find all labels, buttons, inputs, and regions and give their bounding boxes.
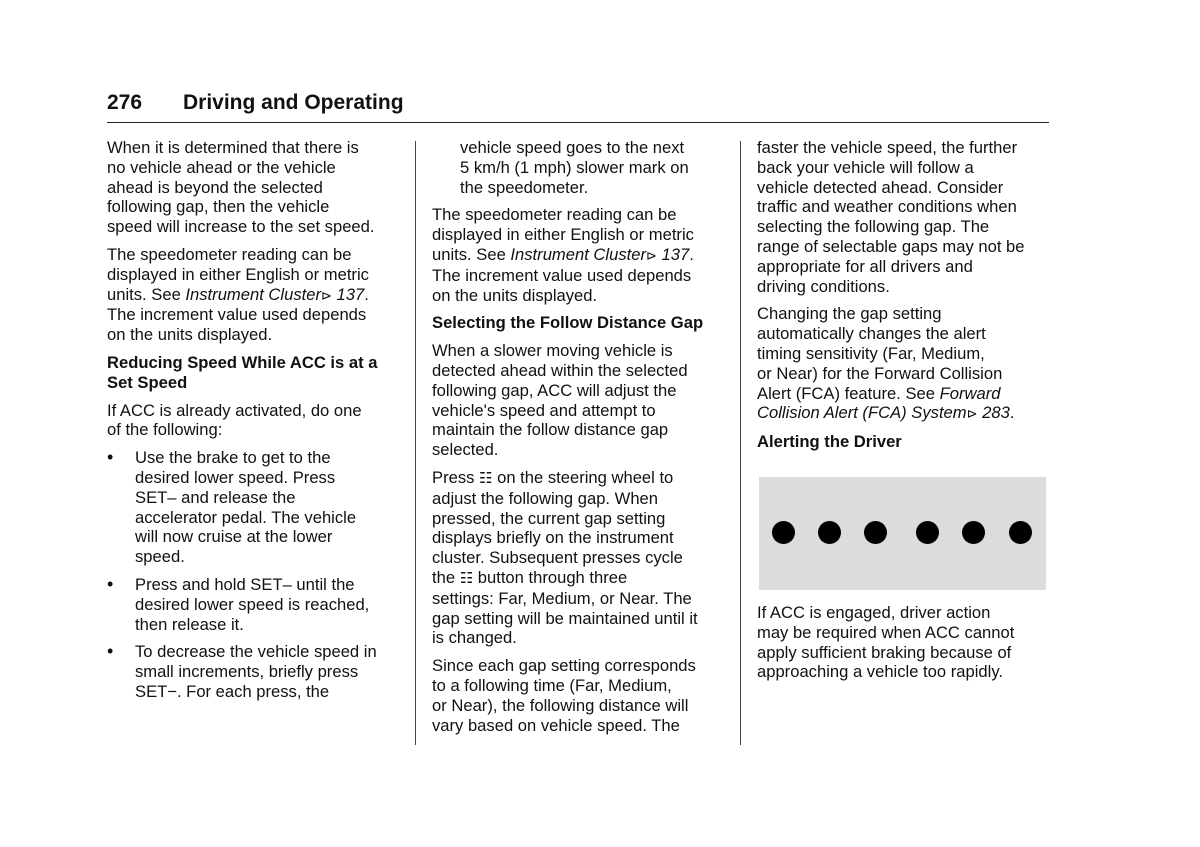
paragraph: The speedometer reading can be displayed in either English or metric units. See Instrument Cluster⊳ 137. The increment value used depends on the units displayed. [107, 244, 369, 345]
alert-lights-illustration [759, 477, 1046, 590]
column-3-after-figure [757, 603, 1057, 690]
list-item: • Press and hold SET– until the desired lower speed is reached, then release it. [107, 573, 370, 634]
page-reference-icon: ⊳ [645, 247, 657, 263]
follow-gap-icon: ☷ [459, 569, 474, 587]
list-item: • Use the brake to get to the desired lower speed. Press SET– and release the accelerator pedal. The vehicle will now cruise at the lower speed. [107, 447, 357, 567]
column-2 [432, 138, 732, 743]
cross-reference-link[interactable]: Instrument Cluster⊳ 137 [185, 284, 365, 304]
column-3 [757, 138, 1057, 460]
paragraph: If ACC is engaged, driver action may be required when ACC cannot apply sufficient braking because of approaching a vehicle too rapidly. [757, 603, 1015, 682]
column-1 [107, 138, 407, 710]
paragraph: When a slower moving vehicle is detected ahead within the selected following gap, ACC will adjust the vehicle's speed and attempt to maintain the follow distance gap selected. [432, 341, 688, 460]
paragraph: When it is determined that there is no vehicle ahead or the vehicle ahead is beyond the selected following gap, then the vehicle speed will increase to the set speed. [107, 138, 375, 237]
alert-light-icon [864, 521, 887, 544]
cross-reference-link[interactable]: Instrument Cluster⊳ 137 [510, 244, 690, 264]
chapter-title: Driving and Operating [183, 91, 404, 114]
page-header [107, 88, 1049, 123]
bullet-icon: • [107, 573, 114, 594]
paragraph-continued: vehicle speed goes to the next 5 km/h (1 mph) slower mark on the speedometer. [460, 138, 689, 197]
cross-reference-link[interactable]: Forward Collision Alert (FCA) System⊳ 283 [757, 383, 1010, 423]
alert-light-icon [962, 521, 985, 544]
column-divider [740, 141, 741, 745]
column-divider [415, 141, 416, 745]
follow-gap-icon: ☷ [479, 469, 493, 487]
page-reference-icon: ⊳ [966, 406, 978, 422]
paragraph: If ACC is already activated, do one of the following: [107, 400, 362, 440]
page-reference-icon: ⊳ [320, 287, 332, 303]
alert-light-icon [772, 521, 795, 544]
page-number: 276 [107, 91, 143, 114]
paragraph-continued: faster the vehicle speed, the further back your vehicle will follow a vehicle detected ahead. Consider traffic and weather conditions when selecting the following gap. The range of selectable gaps may not be appropriate for all drivers and driving conditions. [757, 138, 1025, 296]
alert-light-icon [916, 521, 939, 544]
section-heading: Alerting the Driver [757, 432, 902, 452]
section-heading: Reducing Speed While ACC is at a Set Speed [107, 352, 378, 392]
bullet-icon: • [107, 641, 114, 662]
list-item: • To decrease the vehicle speed in small increments, briefly press SET−. For each press, the [107, 641, 377, 701]
bullet-icon: • [107, 447, 114, 468]
paragraph: The speedometer reading can be displayed in either English or metric units. See Instrument Cluster⊳ 137. The increment value used depends on the units displayed. [432, 205, 694, 305]
alert-light-icon [1009, 521, 1032, 544]
paragraph: Press ☷ on the steering wheel to adjust the following gap. When pressed, the current gap setting displays briefly on the instrument cluster. Subsequent presses cycle the ☷ button through three settings: Far, Medium, or Near. The gap setting will be maintained until it is changed. [432, 467, 698, 648]
section-heading: Selecting the Follow Distance Gap [432, 313, 704, 333]
paragraph: Changing the gap setting automatically changes the alert timing sensitivity (Far, Medium, or Near) for the Forward Collision Alert (FCA) feature. See Forward Collision Alert (FCA) System⊳ 283. [757, 304, 1015, 423]
paragraph: Since each gap setting corresponds to a following time (Far, Medium, or Near), the following distance will vary based on vehicle speed. The [432, 656, 696, 735]
alert-light-icon [818, 521, 841, 544]
